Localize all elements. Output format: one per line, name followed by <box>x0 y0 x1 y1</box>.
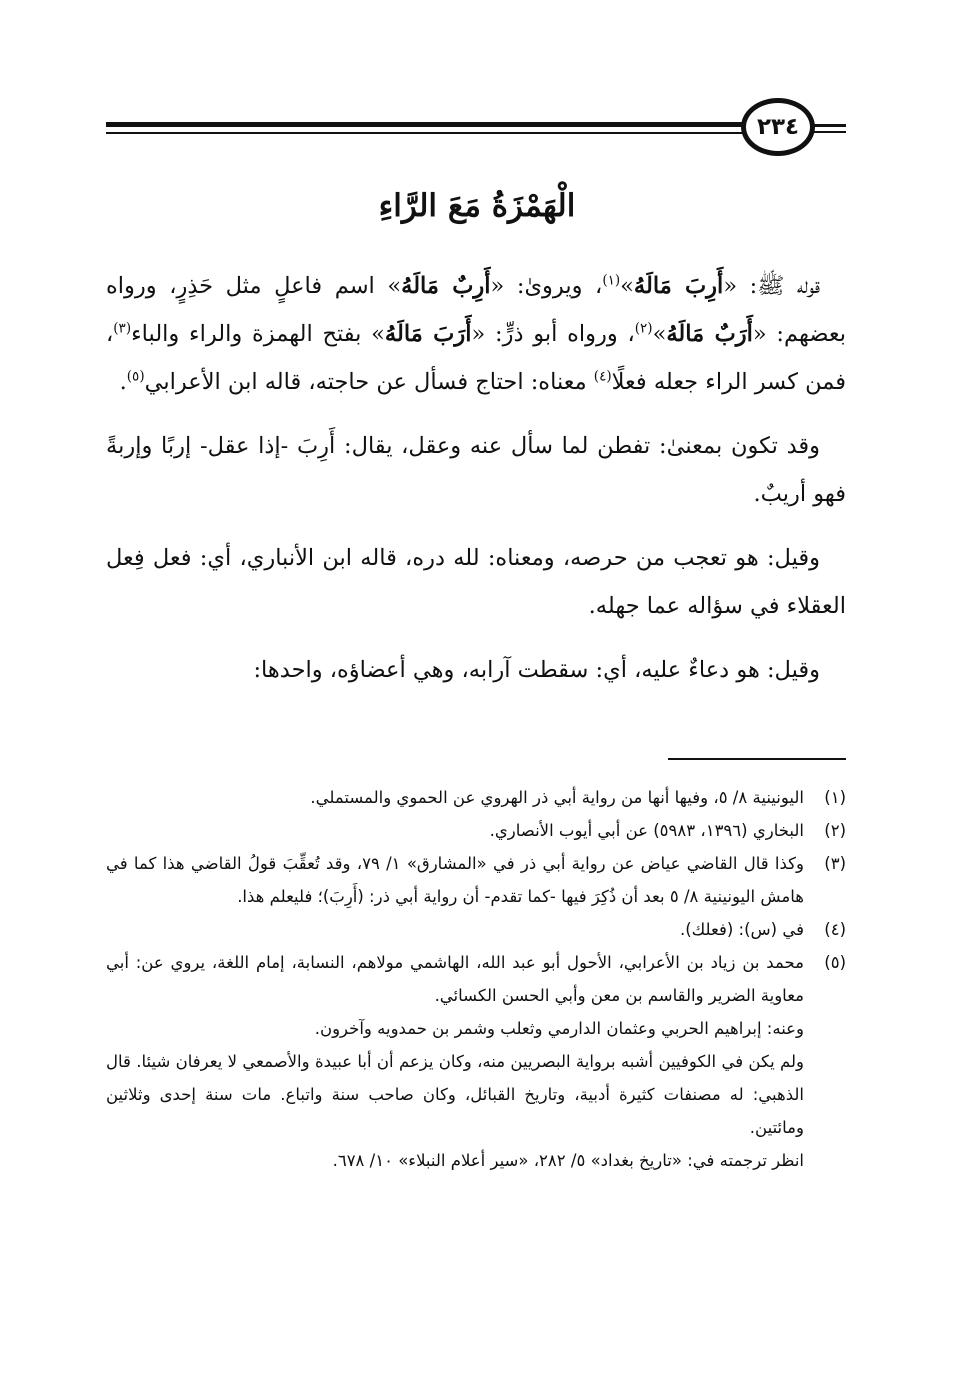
footnote-2 <box>106 814 846 847</box>
footnote-ref-3[interactable]: (٣) <box>113 320 132 337</box>
footnote-number: (٣) <box>824 854 846 873</box>
chapter-title: الْهَمْزَةُ مَعَ الرَّاءِ <box>378 188 576 224</box>
footnote-ref-2[interactable]: (٢) <box>634 320 653 337</box>
footnote-4 <box>106 913 846 946</box>
header-rule-right <box>814 124 846 127</box>
footnote-ref-4[interactable]: (٤) <box>593 368 612 385</box>
paragraph-2: وقد تكون بمعنىٰ: تفطن لما سأل عنه وعقل، يقال: أَرِبَ -إذا عقل- إربًا وإربةً فهو أريبٌ. <box>106 433 846 507</box>
main-text <box>106 262 846 710</box>
page-number: ٢٣٤ <box>741 98 815 156</box>
footnote-5-line-1: محمد بن زياد بن الأعرابي، الأحول أبو عبد الله، الهاشمي مولاهم، النسابة، إمام اللغة، يروي عن: أبي معاوية الضرير والقاسم بن معن وأبي الحسن الكسائي. <box>106 953 804 1005</box>
footnote-5 <box>106 946 846 1177</box>
header-rule-thin <box>106 132 742 134</box>
footnote-3 <box>106 847 846 913</box>
header-rule-right-thin <box>814 131 846 133</box>
footnote-ref-5[interactable]: (٥) <box>126 368 145 385</box>
footnote-1 <box>106 781 846 814</box>
paragraph-3: وقيل: هو تعجب من حرصه، ومعناه: لله دره، قاله ابن الأنباري، أي: فعل فِعل العقلاء في سؤاله عما جهله. <box>106 545 846 619</box>
footnotes <box>106 781 846 1177</box>
footnote-number: (٢) <box>824 821 846 840</box>
paragraph-4: وقيل: هو دعاءٌ عليه، أي: سقطت آرابه، وهي أعضاؤه، واحدها: <box>253 657 820 683</box>
footnote-number: (٤) <box>824 920 846 939</box>
footnote-5-line-3: ولم يكن في الكوفيين أشبه برواية البصريين منه، وكان يزعم أن أبا عبيدة والأصمعي لا يعرفان شيئا. قال الذهبي: له مصنفات كثيرة أدبية، وتاريخ القبائل، وكان صاحب سنة واتباع. مات سنة إحدى وثلاثين ومائتين. <box>106 1052 804 1137</box>
footnote-text: البخاري (١٣٩٦، ٥٩٨٣) عن أبي أيوب الأنصاري. <box>489 821 804 840</box>
footnote-5-line-4: انظر ترجمته في: «تاريخ بغداد» ٥/ ٢٨٢، «سير أعلام النبلاء» ١٠/ ٦٧٨. <box>332 1151 804 1170</box>
paragraph-1: قوله ﷺ: «أَرِبَ مَالَهُ»$^{(١)}$، ويروىٰ: «أَرِبٌ مَالَهُ» اسم فاعلٍ مثل حَذِرٍ، ورواه بعضهم: «أَرَبٌ مَالَهُ»$^{(٢)}$، ورواه أبو ذرٍّ: «أَرَبَ مَالَهُ» بفتح الهمزة والراء والباء$^{(٣)}$، فمن كسر الراء جعله فعلًا$^{(٤)}$ معناه: احتاج فسأل عن حاجته، قاله ابن الأعرابي$^{(٥)}$. <box>106 272 846 395</box>
footnote-text: وكذا قال القاضي عياض عن رواية أبي ذر في «المشارق» ١/ ٧٩، وقد تُعقِّبَ قولُ القاضي هذا كما في هامش اليونينية ٨/ ٥ بعد أن ذُكِرَ فيها -كما تقدم- أن رواية أبي ذر: (أَرِبَ)؛ فليعلم هذا. <box>106 854 804 906</box>
footnote-5-line-2: وعنه: إبراهيم الحربي وعثمان الدارمي وثعلب وشمر بن حمدويه وآخرون. <box>314 1019 804 1038</box>
footnote-number: (١) <box>824 788 846 807</box>
footnote-ref-1[interactable]: (١) <box>602 272 621 289</box>
header-rule-thick <box>106 122 742 127</box>
footnote-text <box>106 946 804 1177</box>
footnote-text: اليونينية ٨/ ٥، وفيها أنها من رواية أبي ذر الهروي عن الحموي والمستملي. <box>310 788 804 807</box>
footnote-number: (٥) <box>824 953 846 972</box>
footnote-separator <box>668 758 846 760</box>
footnote-text: في (س): (فعلك). <box>679 920 804 939</box>
